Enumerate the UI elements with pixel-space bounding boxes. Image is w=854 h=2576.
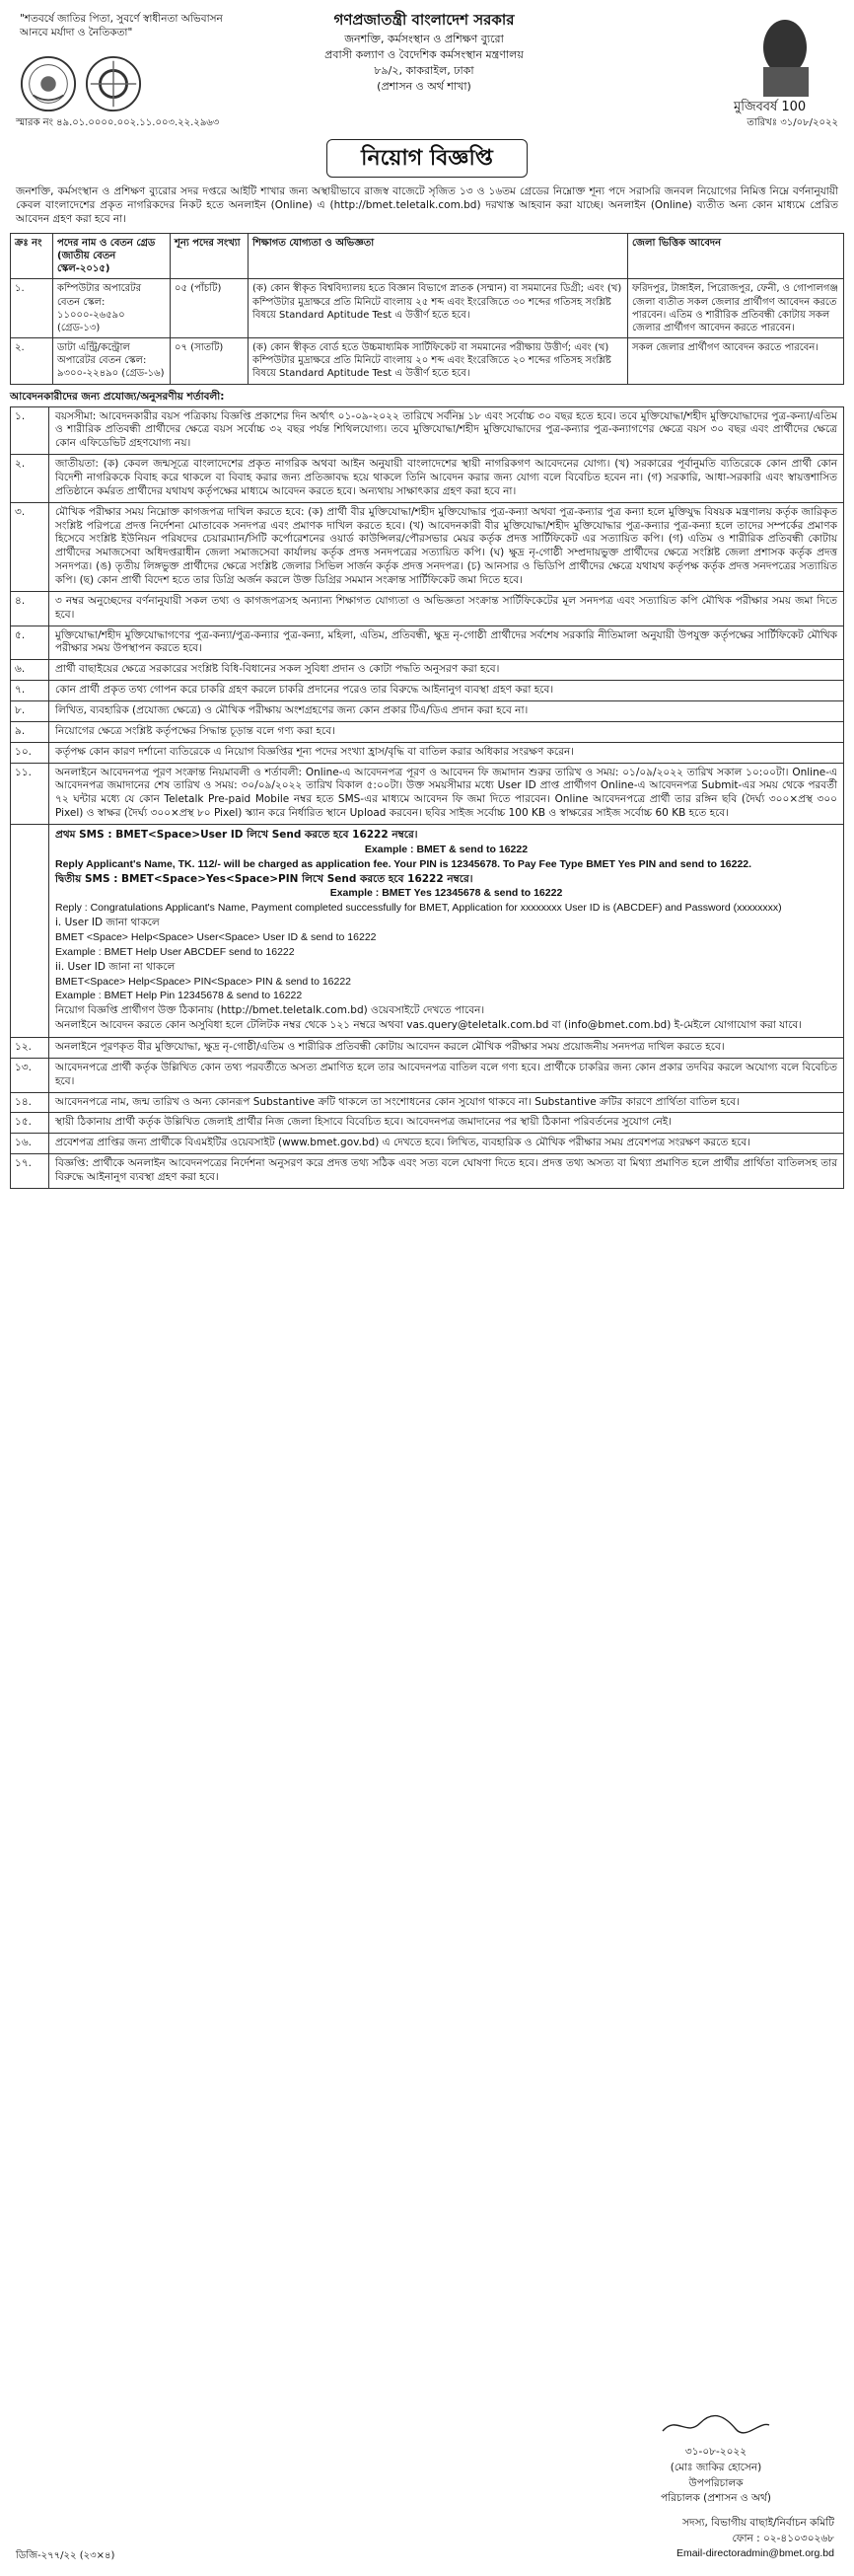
sms-reply1: Reply Applicant's Name, TK. 112/- will be charged as application fee. Your PIN is 12345678. To Pay Fee Type BMET Yes PIN and send to 16222. bbox=[55, 857, 752, 870]
row-serial: ১. bbox=[11, 279, 53, 338]
row-post: ডাটা এন্ট্রি/কন্ট্রোল অপারেটর বেতন স্কেল: ৯৩০০-২২৪৯০ (গ্রেড-১৬) bbox=[53, 338, 171, 385]
condition-item bbox=[11, 721, 843, 742]
condition-number: ৪. bbox=[11, 592, 49, 626]
mujib-borsho-badge: মুজিববর্ষ 100 bbox=[734, 100, 807, 114]
mujib-borsho-logo-icon bbox=[724, 12, 840, 118]
sms-step2-example: Example : BMET Yes 12345678 & send to 16222 bbox=[329, 887, 563, 900]
conditions-title: আবেদনকারীদের জন্য প্রযোজ্য/অনুসরণীয় শর্তাবলী: bbox=[10, 390, 225, 403]
conditions-list bbox=[10, 406, 844, 1189]
signatory-name: (মোঃ জাকির হোসেন) bbox=[670, 2461, 762, 2473]
office-address: ৮৯/২, কাকরাইল, ঢাকা bbox=[374, 63, 474, 77]
condition-number: ৮. bbox=[11, 701, 49, 721]
row-post: কম্পিউটার অপারেটর বেতন স্কেল: ১১০০০-২৬৫৯০ (গ্রেড-১৩) bbox=[53, 279, 171, 338]
notice-date: তারিখঃ ৩১/০৮/২০২২ bbox=[747, 117, 838, 128]
header-post: পদের নাম ও বেতন গ্রেড (জাতীয় বেতন স্কেল-২০১৫) bbox=[53, 233, 171, 279]
condition-text: আবেদনপত্রে প্রার্থী কর্তৃক উল্লিখিত কোন তথ্য পরবর্তীতে অসত্য প্রমাণিত হলে তার আবেদনপত্র বাতিল বলে গণ্য হবে। প্রার্থীকে চাকরির জন্য কোন প্রকার তদবির করলে অযোগ্য বলে বিবেচিত হবে। bbox=[55, 1061, 837, 1087]
condition-number: ১৩. bbox=[11, 1059, 49, 1092]
table-row bbox=[11, 338, 844, 385]
lost-pin-sms: BMET<Space> Help<Space> PIN<Space> PIN & send to 16222 bbox=[55, 975, 352, 988]
website-note: নিয়োগ বিজ্ঞপ্তি প্রার্থীগণ উক্ত ঠিকানায় (http://bmet.teletalk.com.bd) ওয়েবসাইটে দেখতে পাবেন। bbox=[55, 1004, 485, 1017]
lost-id-title: i. User ID জানা থাকলে bbox=[55, 917, 160, 929]
row-district: ফরিদপুর, টাঙ্গাইল, পিরোজপুর, ফেনী, ও গোপালগঞ্জ জেলা ব্যতীত সকল জেলার প্রার্থীগণ আবেদন করতে পারবেন। এতিম ও শারীরিক প্রতিবন্ধী কোটায় সকল জেলার প্রার্থীগণ আবেদন করতে পারবেন। bbox=[628, 279, 844, 338]
condition-item bbox=[11, 454, 843, 502]
condition-number: ১৫. bbox=[11, 1113, 49, 1133]
condition-item bbox=[11, 626, 843, 660]
reference-number: স্মারক নং ৪৯.০১.০০০০.০০২.১১.০০৩.২২.২৯৬৩ bbox=[16, 117, 220, 128]
condition-text: স্থায়ী ঠিকানায় প্রার্থী কর্তৃক উল্লিখিত জেলাই প্রার্থীর নিজ জেলা হিসাবে বিবেচিত হবে। আবেদনপত্র জমাদানের পর স্থায়ী ঠিকানা পরিবর্তনের সুযোগ নেই। bbox=[55, 1116, 672, 1129]
table-header-row bbox=[11, 233, 844, 279]
condition-text: প্রবেশপত্র প্রাপ্তির জন্য প্রার্থীকে বিএমইটির ওয়েবসাইট (www.bmet.gov.bd) এ দেখতে হবে। লিখিত, ব্যবহারিক ও মৌখিক পরীক্ষার সময় প্রবেশপত্র সংরক্ষণ করতে হবে। bbox=[55, 1137, 750, 1149]
header-district: জেলা ভিত্তিক আবেদন bbox=[628, 233, 844, 279]
signature-icon bbox=[657, 2411, 775, 2439]
row-qualification: (ক) কোন স্বীকৃত বোর্ড হতে উচ্চমাধ্যমিক সার্টিফিকেট বা সমমানের পরীক্ষায় উত্তীর্ণ; এবং (খ) কম্পিউটার মুদ্রাক্ষরে প্রতি মিনিটে বাংলায় ২০ শব্দ এবং ইংরেজিতে ২০ শব্দের গতিসহ সংশ্লিষ্ট বিষয়ে Standard Aptitude Test এ উত্তীর্ণ হতে হবে। bbox=[249, 338, 628, 385]
sms-instructions bbox=[11, 824, 843, 1037]
condition-number: ১৬. bbox=[11, 1134, 49, 1153]
sms-reply2: Reply : Congratulations Applicant's Name, Payment completed successfully for BMET, Application for xxxxxxxx User ID is (ABCDEF) and Password (xxxxxxxx) bbox=[55, 902, 782, 915]
condition-number: ৭. bbox=[11, 681, 49, 700]
sms-step1-example: Example : BMET & send to 16222 bbox=[364, 843, 529, 855]
condition-text: বয়সসীমা: আবেদনকারীর বয়স পত্রিকায় বিজ্ঞপ্তি প্রকাশের দিন অর্থাৎ ০১-০৯-২০২২ তারিখে সর্বনিম্ন ১৮ এবং সর্বোচ্চ ৩০ বছর হতে হবে। তবে মুক্তিযোদ্ধা/শহীদ মুক্তিযোদ্ধাদের পুত্র-কন্যা/এতিম ও শারীরিক প্রতিবন্ধী প্রার্থীদের ক্ষেত্রে বয়স সর্বোচ্চ ৩২ বছর পর্যন্ত শিথিলযোগ্য। তবে মুক্তিযোদ্ধা/শহীদ মুক্তিযোদ্ধাদের পুত্র-কন্যার পুত্র-কন্যাগণের ক্ষেত্রে বয়স ৩০ বছর এবং প্রার্থীদের ক্ষেত্রে কোন এফিডেভিট গ্রহণযোগ্য নয়। bbox=[55, 409, 837, 450]
condition-text: আবেদনপত্রে নাম, জন্ম তারিখ ও অন্য কোনরূপ Substantive ক্রটি থাকলে তা সংশোধনের কোন সুযোগ থাকবে না। Substantive ক্রটির কারণে প্রার্থিতা বাতিল হবে। bbox=[55, 1095, 740, 1108]
condition-text: ৩ নম্বর অনুচ্ছেদের বর্ণনানুযায়ী সকল তথ্য ও কাগজপত্রসহ অন্যান্য শিক্ষাগত যোগ্যতা ও অভিজ্ঞতা সংক্রান্ত সার্টিফিকেটের মূল সনদপত্র এবং সত্যায়িত কপি মৌখিক পরীক্ষার সময় জমা দিতে হবে। bbox=[55, 594, 837, 621]
condition-item bbox=[11, 1112, 843, 1133]
bureau-name: জনশক্তি, কর্মসংস্থান ও প্রশিক্ষণ ব্যুরো bbox=[344, 32, 504, 45]
condition-number: ১৭. bbox=[11, 1154, 49, 1188]
condition-text: কর্তৃপক্ষ কোন কারণ দর্শানো ব্যতিরেকে এ নিয়োগ বিজ্ঞপ্তির শূন্য পদের সংখ্যা হ্রাস/বৃদ্ধি বা বাতিল করার অধিকার সংরক্ষণ করেন। bbox=[55, 745, 574, 758]
condition-item bbox=[11, 680, 843, 700]
signature-date: ৩১-০৮-২০২২ bbox=[684, 2446, 747, 2458]
bmet-logo-icon bbox=[85, 55, 142, 112]
condition-number: ৬. bbox=[11, 660, 49, 680]
notice-title: নিয়োগ বিজ্ঞপ্তি bbox=[326, 139, 528, 178]
header bbox=[10, 8, 844, 134]
government-title: গণপ্রজাতন্ত্রী বাংলাদেশ সরকার bbox=[333, 11, 515, 29]
office-heading bbox=[247, 10, 602, 95]
condition-text: অনলাইনে আবেদনপত্র পূরণ সংক্রান্ত নিয়মাবলী ও শর্তাবলী: Online-এ আবেদনপত্র পূরণ ও আবেদন ফি জমাদান শুরুর তারিখ ও সময়: ০১/০৯/২০২২ তারিখ সকাল ১০:০০টা। Online-এ আবেদনপত্র জমাদানের শেষ তারিখ ও সময়: ৩০/০৯/২০২২ তারিখ বিকাল ৫:০০টা। উক্ত সময়সীমার মধ্যে User ID প্রাপ্ত প্রার্থীগণ Online-এ আবেদনপত্র Submit-এর সময় থেকে পরবর্তী ৭২ ঘন্টার মধ্যে যে কোন Teletalk Pre-paid Mobile নম্বর হতে SMS-এর মাধ্যমে আবেদন ফি জমা দিতে পারবেন। Online আবেদনপত্রে প্রার্থী তার রঙ্গিন ছবি (দৈর্ঘ্য ৩০০×প্রস্থ ৩০০ Pixel) ও স্বাক্ষর (দৈর্ঘ্য ৩০০×প্রস্থ ৮০ Pixel) স্ক্যান করে নির্ধারিত স্থানে Upload করবেন। ছবির সাইজ সর্বোচ্চ 100 KB ও স্বাক্ষরের সাইজ সর্বোচ্চ 60 KB হতে হবে। bbox=[55, 766, 837, 820]
motto: "শতবর্ষে জাতির পিতা, সুবর্ণে স্বাধীনতা অভিবাসন আনবে মর্যাদা ও নৈতিকতা" bbox=[20, 13, 223, 39]
condition-item bbox=[11, 700, 843, 721]
condition-number: ১২. bbox=[11, 1038, 49, 1058]
condition-number: ৩. bbox=[11, 503, 49, 591]
condition-number: ১০. bbox=[11, 743, 49, 763]
lost-pin-example: Example : BMET Help Pin 12345678 & send to 16222 bbox=[55, 990, 303, 1002]
header-serial: ক্রঃ নং bbox=[11, 233, 53, 279]
header-qualification: শিক্ষাগত যোগ্যতা ও অভিজ্ঞতা bbox=[249, 233, 628, 279]
condition-number: ১. bbox=[11, 407, 49, 455]
condition-text: নিয়োগের ক্ষেত্রে সংশ্লিষ্ট কর্তৃপক্ষের সিদ্ধান্ত চূড়ান্ত বলে গণ্য করা হবে। bbox=[55, 724, 335, 737]
condition-text: লিখিত, ব্যবহারিক (প্রযোজ্য ক্ষেত্রে) ও মৌখিক পরীক্ষায় অংশগ্রহণের জন্য কোন প্রকার টিএ/ডিএ প্রদান করা হবে না। bbox=[55, 704, 529, 716]
condition-text: জাতীয়তা: (ক) কেবল জন্মসূত্রে বাংলাদেশের প্রকৃত নাগরিক অথবা আইন অনুযায়ী বাংলাদেশের স্থায়ী নাগরিকগণ আবেদনের যোগ্য। (খ) সরকারের পূর্বানুমতি ব্যতিরেকে কোন প্রার্থী কোন বিদেশী নাগরিককে বিবাহ করে থাকলে বা বিবাহ করার জন্য প্রতিজ্ঞাবদ্ধ হয়ে থাকলে তিনি আবেদন করার জন্য যোগ্য বলে বিবেচিত হবেন না। (গ) সরকারি, আধা-সরকারি এবং স্বায়ত্তশাসিত প্রতিষ্ঠানে কর্মরত প্রার্থীদের যথাযথ কর্তৃপক্ষের মাধ্যমে আবেদন করতে হবে। অন্যথায় সাক্ষাৎকার গ্রহণ করা হবে না। bbox=[55, 458, 837, 497]
intro-paragraph: জনশক্তি, কর্মসংস্থান ও প্রশিক্ষণ ব্যুরোর সদর দপ্তরে আইটি শাখার জন্য অস্থায়ীভাবে রাজস্ব বাজেটে সৃজিত ১৩ ও ১৬তম গ্রেডের নিম্নোক্ত শূন্য পদে সরাসরি জনবল নিয়োগের নিমিত্ত নিম্নে বর্ণনানুযায়ী কেবল বাংলাদেশের প্রকৃত নাগরিকদের নিকট হতে অনলাইন (Online) এ (http://bmet.teletalk.com.bd) দরখাস্ত আহবান করা যাচ্ছে। অনলাইন (Online) ব্যতীত অন্য কোন মাধ্যমে প্রেরিত আবেদন গ্রহণ করা হবে না। bbox=[16, 185, 838, 225]
posts-table bbox=[10, 233, 844, 385]
signatory-role: পরিচালক (প্রশাসন ও অর্থ) bbox=[661, 2492, 771, 2505]
condition-number: ২. bbox=[11, 455, 49, 502]
row-qualification: (ক) কোন স্বীকৃত বিশ্ববিদ্যালয় হতে বিজ্ঞান বিভাগে স্নাতক (সম্মান) বা সমমানের ডিগ্রী; এবং (খ) কম্পিউটার মুদ্রাক্ষরে প্রতি মিনিটে বাংলায় ২৫ শব্দ এবং ইংরেজিতে ৩০ শব্দের গতিসহ সংশ্লিষ্ট বিষয়ে Standard Aptitude Test এ উত্তীর্ণ হতে হবে। bbox=[249, 279, 628, 338]
signatory-role: উপপরিচালক bbox=[688, 2476, 744, 2489]
condition-item bbox=[11, 1153, 843, 1188]
condition-text: মুক্তিযোদ্ধা/শহীদ মুক্তিযোদ্ধাগণের পুত্র-কন্যা/পুত্র-কন্যার পুত্র-কন্যা, মহিলা, এতিম, প্রতিবন্ধী, ক্ষুদ্র নৃ-গোষ্ঠী প্রার্থীদের সর্বশেষ সরকারি নীতিমালা অনুযায়ী উপযুক্ত কর্তৃপক্ষের সার্টিফিকেট মৌখিক পরীক্ষার সময় উপস্থাপন করতে হবে। bbox=[55, 628, 837, 655]
sms-step1-label: প্রথম SMS : BMET<Space>User ID লিখে Send করতে হবে 16222 নম্বরে। bbox=[55, 829, 418, 842]
condition-item bbox=[11, 1058, 843, 1092]
footer-code: ডিজি-২৭৭/২২ (২৩×৪) bbox=[16, 2549, 115, 2561]
condition-item bbox=[11, 502, 843, 591]
contact-note: অনলাইনে আবেদন করতে কোন অসুবিধা হলে টেলিটক নম্বর থেকে ১২১ নম্বরে অথবা vas.query@teletalk.com.bd বা (info@bmet.com.bd) ই-মেইলে যোগাযোগ করা যাবে। bbox=[55, 1019, 803, 1032]
condition-item bbox=[11, 659, 843, 680]
header-count: শূন্য পদের সংখ্যা bbox=[171, 233, 249, 279]
branch-name: (প্রশাসন ও অর্থ শাখা) bbox=[377, 79, 471, 93]
condition-item bbox=[11, 1092, 843, 1113]
condition-text: অনলাইনে পূরণকৃত বীর মুক্তিযোদ্ধা, ক্ষুদ্র নৃ-গোষ্ঠী/এতিম ও শারীরিক প্রতিবন্ধী কোটায় আবেদন করলে মৌখিক পরীক্ষার সময় প্রয়োজনীয় সনদপত্র দাখিল করতে হবে। bbox=[55, 1041, 725, 1054]
condition-item bbox=[11, 742, 843, 763]
table-row bbox=[11, 279, 844, 338]
ministry-name: প্রবাসী কল্যাণ ও বৈদেশিক কর্মসংস্থান মন্ত্রণালয় bbox=[324, 47, 524, 61]
sms-step2-label: দ্বিতীয় SMS : BMET<Space>Yes<Space>PIN লিখে Send করতে হবে 16222 নম্বরে। bbox=[55, 872, 473, 885]
phone-number: ফোন : ০২-৪১০৩০২৬৮ bbox=[732, 2532, 834, 2544]
condition-number: ৯. bbox=[11, 722, 49, 742]
condition-item bbox=[11, 406, 843, 455]
row-serial: ২. bbox=[11, 338, 53, 385]
committee-role: সদস্য, বিভাগীয় বাছাই/নির্বাচন কমিটি bbox=[682, 2516, 834, 2529]
condition-number: ১১. bbox=[11, 764, 49, 824]
condition-text: মৌখিক পরীক্ষার সময় নিম্নোক্ত কাগজপত্র দাখিল করতে হবে: (ক) প্রার্থী বীর মুক্তিযোদ্ধা/শহীদ মুক্তিযোদ্ধার পুত্র-কন্যা অথবা পুত্র-কন্যার পুত্র কন্যা হলে মুক্তিযুদ্ধ বিষয়ক মন্ত্রণালয় কর্তৃক জারিকৃত সংশ্লিষ্ট পরিপত্রে প্রদত্ত নির্দেশনা মোতাবেক সনদপত্র এবং প্রমাণক দাখিল করতে হবে। (খ) আবেদনকারী বীর মুক্তিযোদ্ধা/শহীদ মুক্তিযোদ্ধার পুত্র-কন্যার পুত্র-কন্যা হলে তাদের সম্পর্কের প্রমাণক হিসেবে সংশ্লিষ্ট ইউনিয়ন পরিষদের চেয়ারম্যান/সিটি কর্পোরেশনের ওয়ার্ড কাউন্সিলর/পৌরসভার মেয়র কর্তৃক প্রদত্ত সার্টিফিকেট এর সত্যায়িত কপি। (গ) এতিম ও শারীরিক প্রতিবন্ধী কোটায় প্রার্থীদের সমাজসেবা অধিদপ্তরাধীন জেলা সমাজসেবা কার্যালয় কর্তৃক প্রদত্ত সনদপত্রের সত্যায়িত কপি। (ঘ) ক্ষুদ্র নৃ-গোষ্ঠী সম্প্রদায়ভুক্ত প্রার্থীদের ক্ষেত্রে সংশ্লিষ্ট জেলা প্রশাসক কর্তৃক প্রদত্ত সনদপত্র। (ঙ) তৃতীয় লিঙ্গভুক্ত প্রার্থীদের ক্ষেত্রে সংশ্লিষ্ট জেলার সিভিল সার্জন কর্তৃক প্রদত্ত সনদপত্র। (চ) আনসার ও ভিডিপি প্রার্থীদের ক্ষেত্রে যথাযথ কর্তৃপক্ষ কর্তৃক প্রদত্ত সনদপত্রের সত্যায়িত কপি। (ছ) কোন প্রার্থী বিদেশ হতে তার ডিগ্রি অর্জন করলে উক্ত ডিগ্রির সমমান সংক্রান্ত সার্টিফিকেট জমা দিতে হবে। bbox=[55, 505, 837, 586]
condition-item bbox=[11, 763, 843, 824]
condition-number: ৫. bbox=[11, 626, 49, 660]
condition-text: কোন প্রার্থী প্রকৃত তথ্য গোপন করে চাকরি গ্রহণ করলে চাকরি প্রদানের পরেও তার বিরুদ্ধে আইনানুগ ব্যবস্থা গ্রহণ করা হবে। bbox=[55, 684, 554, 697]
condition-number: ১৪. bbox=[11, 1093, 49, 1113]
government-seal-icon bbox=[20, 55, 77, 112]
condition-text: বিজ্ঞপ্তি: প্রার্থীকে অনলাইন আবেদনপত্রের নির্দেশনা অনুসরণ করে প্রদত্ত তথ্য সঠিক এবং সত্য বলে ঘোষণা দিতে হবে। প্রদত্ত তথ্য অসত্য বা মিথ্যা প্রমাণিত হলে প্রার্থীর প্রার্থিতা বাতিলসহ তার বিরুদ্ধে আইনানুগ ব্যবস্থা গ্রহণ করা হবে। bbox=[55, 1157, 837, 1184]
contact-email: Email-directoradmin@bmet.org.bd bbox=[676, 2547, 834, 2560]
lost-id-sms: BMET <Space> Help<Space> User<Space> User ID & send to 16222 bbox=[55, 931, 377, 944]
signature-block bbox=[617, 2411, 815, 2507]
row-count: ০৫ (পাঁচটি) bbox=[171, 279, 249, 338]
condition-item bbox=[11, 591, 843, 626]
notice-page bbox=[10, 0, 844, 1189]
row-count: ০৭ (সাতটি) bbox=[171, 338, 249, 385]
lost-pin-title: ii. User ID জানা না থাকলে bbox=[55, 960, 176, 973]
lost-id-example: Example : BMET Help User ABCDEF send to 16222 bbox=[55, 945, 295, 958]
condition-text: প্রার্থী বাছাইয়ের ক্ষেত্রে সরকারের সংশ্লিষ্ট বিধি-বিধানের সকল সুবিধা প্রদান ও কোটা পদ্ধতি অনুসরণ করা হবে। bbox=[55, 663, 500, 676]
condition-item bbox=[11, 1133, 843, 1153]
condition-item bbox=[11, 1037, 843, 1058]
footer-contact bbox=[676, 2516, 834, 2562]
row-district: সকল জেলার প্রার্থীগণ আবেদন করতে পারবেন। bbox=[628, 338, 844, 385]
